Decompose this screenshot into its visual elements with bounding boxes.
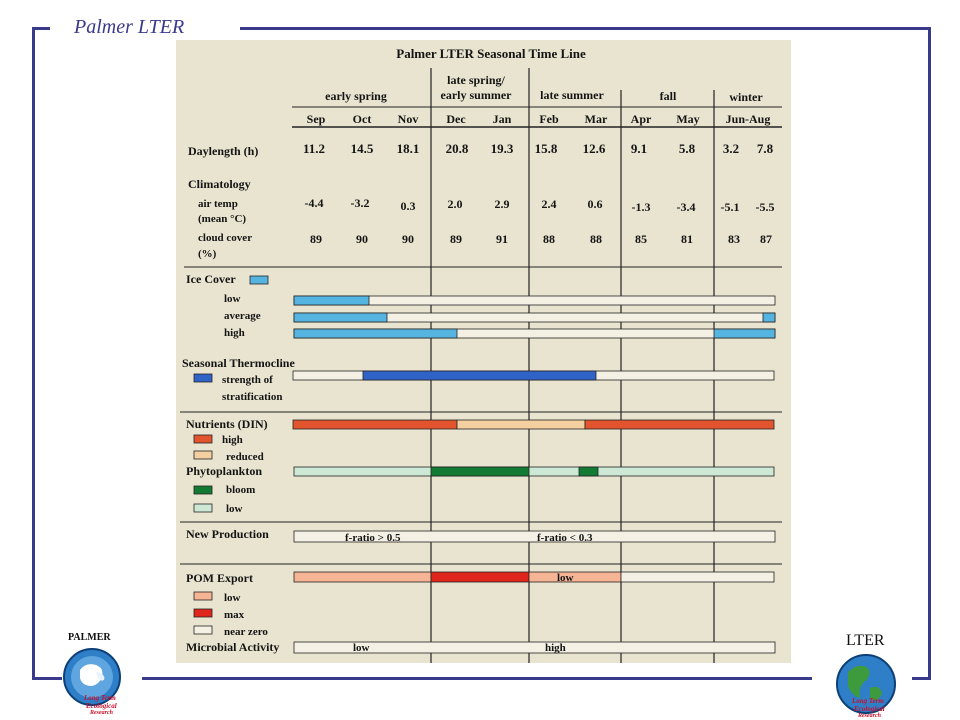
pom-low-swatch bbox=[194, 592, 212, 600]
pom-bar-low-2 bbox=[529, 572, 621, 582]
pom-low-label: low bbox=[224, 592, 241, 604]
phyto-low-swatch bbox=[194, 504, 212, 512]
ice-low-fill bbox=[294, 296, 369, 305]
daylength-value: 5.8 bbox=[678, 141, 696, 156]
month-feb: Feb bbox=[539, 112, 559, 126]
month-mar: Mar bbox=[584, 112, 608, 126]
air-temp-label-1: air temp bbox=[198, 198, 238, 210]
microbial-high-text: high bbox=[545, 642, 566, 654]
pom-export-label: POM Export bbox=[186, 571, 253, 585]
nutrients-bar-high-2 bbox=[585, 420, 774, 429]
daylength-value: 3.2 bbox=[722, 141, 740, 156]
frame-right bbox=[928, 27, 931, 680]
phyto-bloom-swatch bbox=[194, 486, 212, 494]
stratification-legend-2: stratification bbox=[222, 391, 283, 403]
frame-bottom-left bbox=[32, 677, 62, 680]
phyto-low-label: low bbox=[226, 503, 243, 515]
timeline-title: Palmer LTER Seasonal Time Line bbox=[396, 46, 586, 61]
stratification-legend-1: strength of bbox=[222, 374, 273, 386]
frame-top-right bbox=[240, 27, 931, 30]
air-temp-value: -4.4 bbox=[304, 196, 324, 210]
ice-high-fill-end bbox=[714, 329, 775, 338]
month-jun-aug: Jun-Aug bbox=[725, 112, 771, 126]
lter-logo-caption-1: Long Term bbox=[852, 697, 884, 705]
new-production-label: New Production bbox=[186, 527, 269, 541]
air-temp-value: -5.5 bbox=[755, 200, 775, 214]
ice-average-fill bbox=[294, 313, 387, 322]
ice-cover-label: Ice Cover bbox=[186, 272, 236, 286]
timeline-diagram bbox=[176, 40, 791, 663]
nutrient-high-swatch bbox=[194, 435, 212, 443]
nutrients-bar-high-1 bbox=[293, 420, 457, 429]
air-temp-value: 2.9 bbox=[494, 197, 510, 211]
month-dec: Dec bbox=[446, 112, 466, 126]
lter-logo-title: LTER bbox=[846, 632, 885, 649]
daylength-value: 7.8 bbox=[756, 141, 774, 156]
cloud-value: 90 bbox=[402, 232, 414, 246]
pom-bar-near-zero bbox=[621, 572, 774, 582]
palmer-logo-caption-3: Research bbox=[90, 710, 113, 716]
thermocline-label: Seasonal Thermocline bbox=[182, 356, 295, 370]
phyto-bar-low bbox=[294, 467, 774, 476]
air-temp-value: 0.6 bbox=[587, 197, 603, 211]
lter-logo bbox=[830, 632, 902, 720]
climatology-label: Climatology bbox=[188, 177, 251, 191]
month-apr: Apr bbox=[630, 112, 652, 126]
daylength-value: 9.1 bbox=[630, 141, 648, 156]
air-temp-value: 0.3 bbox=[400, 199, 416, 213]
ice-high-fill bbox=[294, 329, 457, 338]
daylength-value: 20.8 bbox=[445, 141, 469, 156]
ice-low-label: low bbox=[224, 293, 241, 305]
f-ratio-high-text: f-ratio > 0.5 bbox=[345, 532, 401, 544]
palmer-logo bbox=[60, 632, 130, 720]
daylength-values bbox=[303, 141, 774, 156]
month-jan: Jan bbox=[492, 112, 512, 126]
phyto-bloom-label: bloom bbox=[226, 484, 256, 496]
cloud-values bbox=[310, 232, 772, 246]
f-ratio-low-text: f-ratio < 0.3 bbox=[537, 532, 593, 544]
pom-bar-low-text: low bbox=[557, 572, 574, 584]
daylength-value: 12.6 bbox=[582, 141, 606, 156]
cloud-value: 83 bbox=[728, 232, 740, 246]
season-late-spring: late spring/ bbox=[447, 73, 505, 87]
pom-max-swatch bbox=[194, 609, 212, 617]
frame-left bbox=[32, 27, 35, 680]
nutrient-high-label: high bbox=[222, 434, 243, 446]
season-fall: fall bbox=[659, 89, 677, 103]
palmer-logo-title: PALMER bbox=[68, 632, 111, 643]
pom-bar-max bbox=[431, 572, 529, 582]
daylength-value: 11.2 bbox=[302, 141, 326, 156]
air-temp-value: -5.1 bbox=[720, 200, 740, 214]
cloud-value: 85 bbox=[635, 232, 647, 246]
pom-near-zero-label: near zero bbox=[224, 626, 268, 638]
pom-near-zero-swatch bbox=[194, 626, 212, 634]
daylength-label: Daylength (h) bbox=[188, 144, 259, 158]
air-temp-value: -3.2 bbox=[350, 196, 370, 210]
frame-bottom-mid bbox=[142, 677, 812, 680]
cloud-value: 89 bbox=[450, 232, 462, 246]
cloud-label-1: cloud cover bbox=[198, 232, 253, 244]
timeline-panel bbox=[176, 40, 791, 663]
season-early-spring: early spring bbox=[325, 89, 387, 103]
cloud-value: 90 bbox=[356, 232, 368, 246]
season-early-summer: early summer bbox=[440, 88, 512, 102]
ice-average-fill-end bbox=[763, 313, 775, 322]
month-may: May bbox=[676, 112, 700, 126]
nutrients-bar-reduced bbox=[457, 420, 585, 429]
stratification-fill bbox=[363, 371, 596, 380]
phyto-bar-bloom-2 bbox=[579, 467, 598, 476]
month-oct: Oct bbox=[352, 112, 372, 126]
air-temp-values bbox=[305, 196, 775, 214]
cloud-label-2: (%) bbox=[198, 248, 217, 260]
air-temp-value: 2.0 bbox=[447, 197, 463, 211]
ice-high-label: high bbox=[224, 327, 245, 339]
palmer-logo-caption-2: Ecological bbox=[86, 702, 117, 710]
month-nov: Nov bbox=[397, 112, 419, 126]
frame-bottom-right bbox=[912, 677, 931, 680]
page-title: Palmer LTER bbox=[74, 16, 185, 38]
nutrients-label: Nutrients (DIN) bbox=[186, 417, 268, 431]
nutrient-reduced-swatch bbox=[194, 451, 212, 459]
air-temp-value: 2.4 bbox=[541, 197, 557, 211]
cloud-value: 88 bbox=[590, 232, 602, 246]
nutrient-reduced-label: reduced bbox=[226, 451, 264, 463]
microbial-label: Microbial Activity bbox=[186, 640, 280, 654]
stratification-swatch bbox=[194, 374, 212, 382]
phytoplankton-label: Phytoplankton bbox=[186, 464, 263, 478]
daylength-value: 18.1 bbox=[396, 141, 420, 156]
daylength-value: 19.3 bbox=[490, 141, 514, 156]
phyto-bar-bloom-1 bbox=[431, 467, 529, 476]
cloud-value: 81 bbox=[681, 232, 693, 246]
pom-bar-low-1 bbox=[294, 572, 431, 582]
cloud-value: 87 bbox=[760, 232, 772, 246]
cloud-value: 89 bbox=[310, 232, 322, 246]
ice-average-label: average bbox=[224, 310, 261, 322]
ice-cover-swatch bbox=[250, 276, 268, 284]
season-winter: winter bbox=[729, 90, 763, 104]
season-late-summer: late summer bbox=[540, 88, 604, 102]
palmer-logo-caption-1: Long Term bbox=[84, 694, 116, 702]
air-temp-label-2: (mean °C) bbox=[198, 213, 247, 225]
cloud-value: 91 bbox=[496, 232, 508, 246]
daylength-value: 14.5 bbox=[350, 141, 374, 156]
month-sep: Sep bbox=[306, 112, 326, 126]
pom-max-label: max bbox=[224, 609, 245, 621]
air-temp-value: -3.4 bbox=[676, 200, 696, 214]
lter-logo-caption-3: Research bbox=[858, 713, 881, 719]
daylength-value: 15.8 bbox=[534, 141, 558, 156]
lter-logo-caption-2: Ecological bbox=[854, 705, 885, 713]
air-temp-value: -1.3 bbox=[631, 200, 651, 214]
cloud-value: 88 bbox=[543, 232, 555, 246]
microbial-low-text: low bbox=[353, 642, 370, 654]
